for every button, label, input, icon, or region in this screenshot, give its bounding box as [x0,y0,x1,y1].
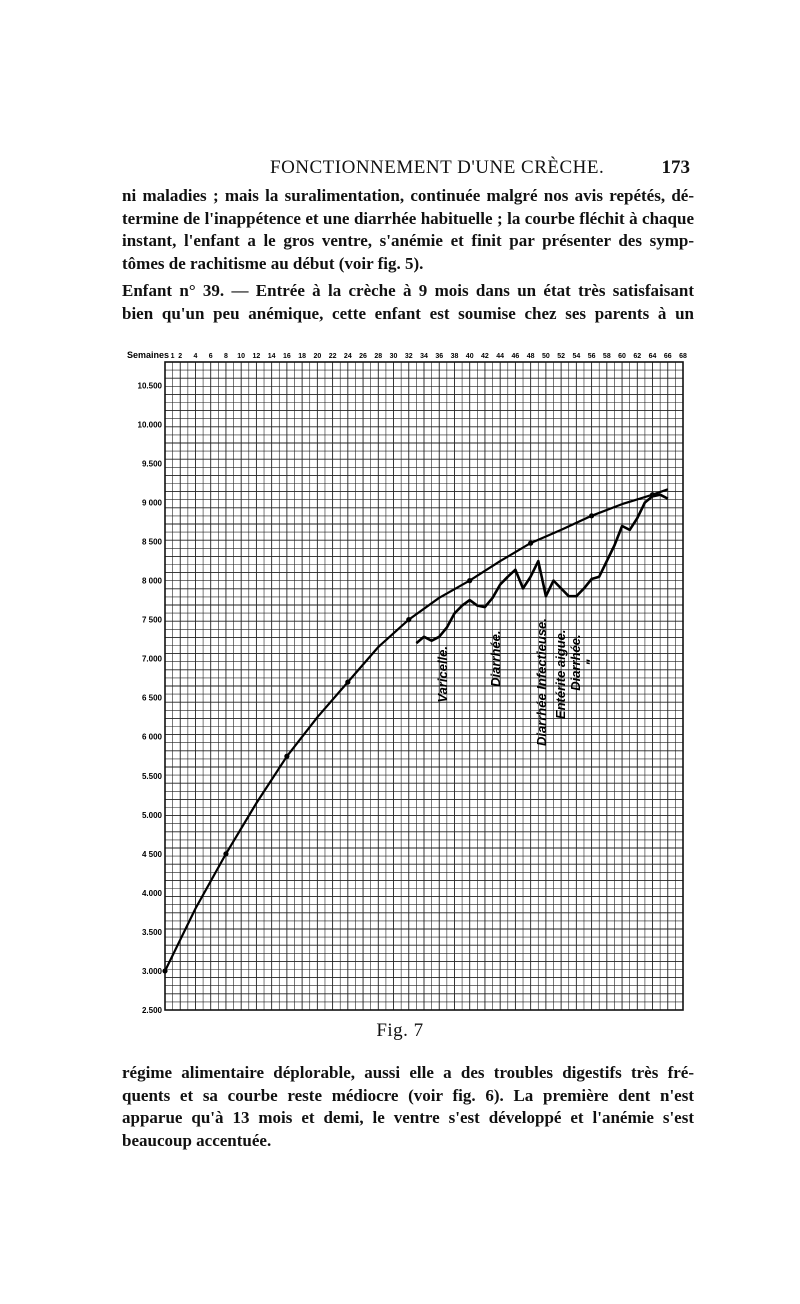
x-tick-label: 14 [267,353,276,360]
x-tick-label: 44 [496,353,505,360]
annotation-label: Diarrhée. [568,634,584,691]
y-tick-label: 9.500 [141,459,162,469]
x-tick-label: 58 [602,353,611,360]
annotation-label: Varicelle. [434,645,450,703]
text-line: instant, l'enfant a le gros ventre, s'anémie et finit par présenter des symp- [122,231,694,250]
x-tick-label: 68 [679,353,687,360]
x-tick-label: 32 [404,353,413,360]
x-tick-label: 20 [313,353,322,360]
figure-caption: Fig. 7 [376,1020,424,1041]
x-tick-label: 46 [511,353,520,360]
x-tick-label: 18 [298,353,307,360]
x-tick-label: 34 [420,353,428,360]
text-line: régime alimentaire déplorable, aussi elle a des troubles digestifs très fré- [122,1063,694,1082]
paragraph-3 [122,1062,694,1152]
y-tick-label: 2.500 [141,1006,162,1015]
x-tick-label: 42 [481,353,489,360]
text-line: quents et sa courbe reste médiocre (voir fig. 6). La première dent n'est [122,1085,694,1105]
series-point [284,754,289,759]
series-point [162,968,167,973]
y-tick-label: 4 500 [141,849,162,859]
running-title: FONCTIONNEMENT D'UNE CRÈCHE. [270,157,605,178]
annotation-label: Diarrhée. [488,630,504,687]
x-tick-label: 60 [618,353,626,360]
page-header [120,157,690,185]
series-point [345,679,350,684]
weight-chart-svg [0,340,800,1020]
x-tick-label: 52 [557,353,566,360]
y-tick-label: 8 000 [141,576,162,586]
x-tick-label: 64 [648,353,657,360]
annotation-label: Diarrhée Infectieuse. [533,618,549,747]
x-tick-label: 54 [572,353,581,360]
x-tick-label: 4 [193,353,198,360]
series-point [528,541,533,546]
x-tick-label: 30 [389,353,398,360]
y-tick-label: 5.500 [141,771,162,781]
y-tick-label: 7.000 [141,654,162,664]
annotation-label: " [583,659,599,666]
x-tick-label: 38 [450,353,459,360]
series-point [467,578,472,583]
x-tick-label: 40 [465,353,474,360]
y-tick-label: 8 500 [141,537,162,547]
x-tick-label: 1 [170,353,175,360]
x-tick-label: 24 [343,353,352,360]
y-tick-label: 9 000 [141,498,162,508]
annotation-label: Entérite aigue. [552,629,568,720]
y-tick-label: 3.500 [141,927,162,937]
y-tick-label: 5.000 [141,810,162,820]
text-line: beaucoup accentuée. [122,1130,272,1150]
x-tick-label: 66 [663,353,672,360]
x-tick-label: 48 [526,353,535,360]
weight-chart [0,340,800,1020]
text-line: ni maladies ; mais la suralimentation, continuée malgré nos avis repétés, dé- [122,186,694,205]
y-tick-label: 3.000 [141,966,162,976]
page-number: 173 [661,157,690,178]
paragraph-2 [122,280,694,325]
y-tick-label: 6 500 [141,693,162,703]
x-tick-label: 50 [541,353,550,360]
y-tick-label: 6 000 [141,732,162,742]
x-tick-label: 16 [282,353,291,360]
x-axis-label: Semaines [127,350,170,360]
x-tick-label: 22 [328,353,337,360]
series-point [589,513,594,518]
x-tick-label: 28 [374,353,383,360]
y-tick-label: 4.000 [141,888,162,898]
series-point [223,851,228,856]
x-tick-label: 2 [178,353,183,360]
x-tick-label: 36 [435,353,444,360]
x-tick-label: 26 [359,353,367,360]
x-tick-label: 12 [252,353,261,360]
text-line: bien qu'un peu anémique, cette enfant est soumise chez ses parents à un [122,303,694,323]
series-point [406,617,411,622]
y-tick-label: 10.500 [137,381,162,391]
y-tick-label: 7 500 [141,615,162,625]
text-line: Enfant n° 39. — Entrée à la crèche à 9 mois dans un état très satisfaisant [122,281,694,300]
x-tick-label: 10 [237,353,246,360]
x-tick-label: 62 [633,353,642,360]
x-tick-label: 6 [208,353,213,360]
y-tick-label: 10.000 [137,420,162,430]
x-tick-label: 8 [223,353,228,360]
text-line: tômes de rachitisme au début (voir fig. 5). [122,253,424,273]
text-line: apparue qu'à 13 mois et demi, le ventre s'est développé et l'anémie s'est [122,1108,694,1127]
text-line: termine de l'inappétence et une diarrhée habituelle ; la courbe fléchit à chaque [122,208,694,228]
paragraph-1 [122,185,694,275]
x-tick-label: 56 [587,353,596,360]
